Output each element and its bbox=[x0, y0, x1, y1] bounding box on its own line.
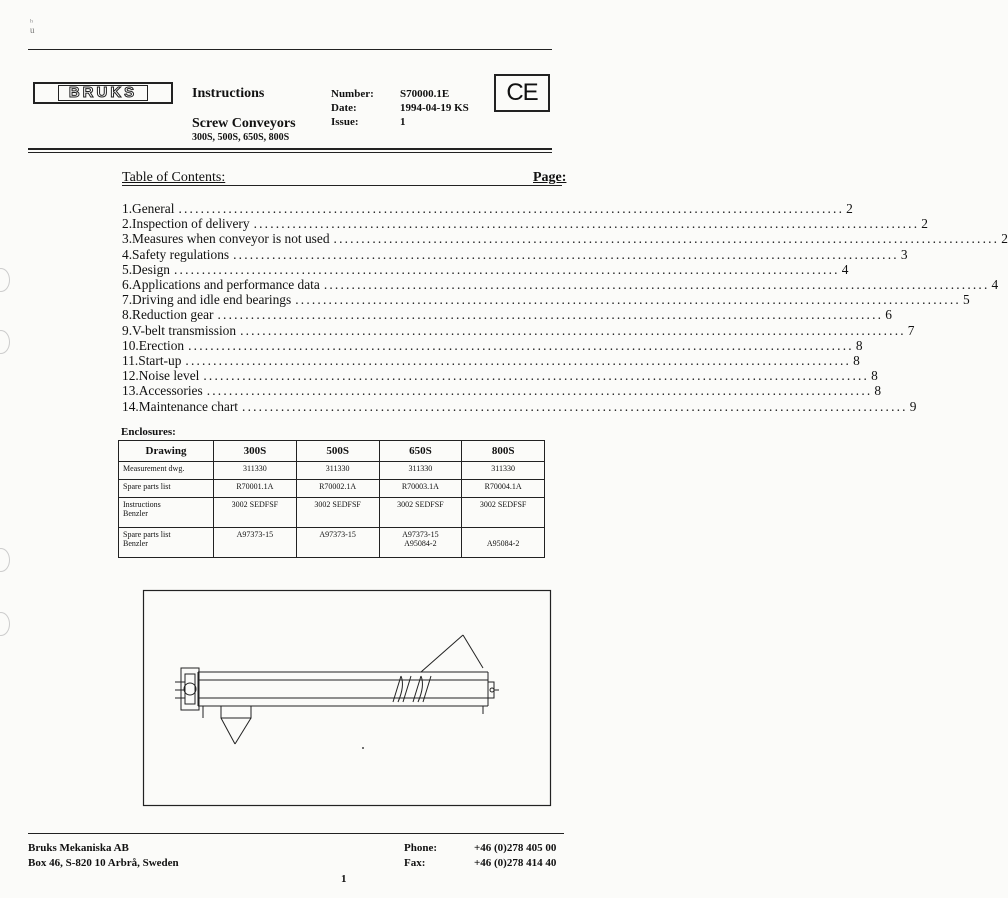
enclosures-row bbox=[119, 462, 545, 480]
toc-item bbox=[122, 216, 928, 232]
toc-item-number: 3. bbox=[122, 231, 133, 247]
enclosures-cell: 311330 bbox=[214, 462, 297, 480]
toc-item-page: 8 bbox=[853, 353, 860, 368]
toc-item-title: Noise level bbox=[138, 368, 200, 384]
toc-item-leader: ........................................................................................................................ bbox=[240, 322, 906, 338]
toc-item-leader: ........................................................................................................................ bbox=[323, 277, 990, 292]
toc-item-leader: ........................................................................................................................ bbox=[242, 398, 908, 414]
toc-item-title: Measures when conveyor is not used bbox=[132, 231, 330, 247]
toc-item-page: 6 bbox=[885, 307, 892, 323]
toc-item bbox=[122, 261, 849, 277]
enclosures-row bbox=[119, 528, 545, 558]
toc-page-heading: Page: bbox=[533, 170, 567, 185]
punch-hole-2 bbox=[0, 330, 10, 354]
toc-item-title: Start-up bbox=[138, 353, 182, 368]
header-bottom-rule-1 bbox=[28, 148, 552, 150]
toc-item bbox=[122, 368, 878, 384]
conveyor-drawing bbox=[143, 590, 551, 806]
toc-item-title: Inspection of delivery bbox=[132, 216, 250, 232]
fax-value: +46 (0)278 414 40 bbox=[474, 857, 557, 869]
toc-item bbox=[122, 201, 853, 216]
toc-item-leader: ........................................................................................................................ bbox=[188, 337, 854, 353]
toc-item bbox=[122, 398, 917, 414]
toc-item-page: 9 bbox=[909, 398, 917, 414]
toc-item-page: 4 bbox=[841, 261, 849, 277]
toc-item-number: 2. bbox=[122, 216, 133, 232]
toc-item bbox=[122, 231, 1008, 247]
enclosures-row-label: Instructions Benzler bbox=[119, 498, 214, 528]
toc-item-leader: ........................................................................................................................ bbox=[203, 368, 870, 384]
company-address: Box 46, S-820 10 Arbrå, Sweden bbox=[28, 857, 179, 869]
toc-item-number: 13. bbox=[122, 383, 139, 399]
toc-item-page: 3 bbox=[900, 246, 908, 262]
toc-item-page: 2 bbox=[846, 201, 853, 216]
enclosures-cell: R70003.1A bbox=[379, 480, 462, 498]
toc-item bbox=[122, 322, 915, 338]
col-header-800s: 800S bbox=[462, 441, 545, 462]
toc-item bbox=[122, 383, 882, 399]
enclosures-cell: 311330 bbox=[379, 462, 462, 480]
enclosures-cell: R70004.1A bbox=[462, 480, 545, 498]
company-name: Bruks Mekaniska AB bbox=[28, 842, 129, 854]
toc-item bbox=[122, 353, 860, 368]
toc-item-title: Reduction gear bbox=[132, 307, 214, 323]
toc-item-leader: ........................................................................................................................ bbox=[233, 246, 899, 262]
enclosures-row-label: Measurement dwg. bbox=[119, 462, 214, 480]
phone-label: Phone: bbox=[404, 842, 437, 854]
enclosures-cell: A97373-15 A95084-2 bbox=[379, 528, 462, 558]
toc-item-leader: ........................................................................................................................ bbox=[333, 231, 1000, 247]
phone-value: +46 (0)278 405 00 bbox=[474, 842, 557, 854]
punch-hole-1 bbox=[0, 268, 10, 292]
enclosures-cell: R70001.1A bbox=[214, 480, 297, 498]
issue-value: 1 bbox=[400, 116, 406, 128]
toc-item-page: 7 bbox=[907, 322, 915, 338]
enclosures-row bbox=[119, 498, 545, 528]
header-top-rule bbox=[28, 49, 552, 50]
toc-item-number: 8. bbox=[122, 307, 133, 323]
toc-item-page: 2 bbox=[1001, 231, 1008, 247]
toc-heading: Table of Contents: bbox=[122, 170, 226, 185]
toc-item-title: Maintenance chart bbox=[138, 398, 239, 414]
toc-item-title: Design bbox=[132, 261, 170, 277]
col-header-650s: 650S bbox=[379, 441, 462, 462]
ce-mark bbox=[494, 74, 550, 112]
doc-subtitle: Screw Conveyors bbox=[192, 116, 296, 131]
toc-item bbox=[122, 246, 908, 262]
doc-title: Instructions bbox=[192, 86, 265, 101]
date-label: Date: bbox=[331, 102, 357, 114]
toc-item-leader: ........................................................................................................................ bbox=[206, 383, 873, 399]
fax-label: Fax: bbox=[404, 857, 426, 869]
enclosures-cell: A95084-2 bbox=[462, 528, 545, 558]
col-header-drawing: Drawing bbox=[119, 441, 214, 462]
toc-item-leader: ........................................................................................................................ bbox=[217, 307, 884, 323]
ce-mark-text: CE bbox=[506, 79, 538, 106]
toc-item bbox=[122, 307, 892, 323]
toc-item-title: Applications and performance data bbox=[132, 277, 320, 292]
punch-hole-4 bbox=[0, 612, 10, 636]
toc-item-title: Driving and idle end bearings bbox=[132, 292, 292, 308]
enclosures-cell: 3002 SEDFSF bbox=[214, 498, 297, 528]
header-bottom-rule-2 bbox=[28, 152, 552, 153]
enclosures-row-label: Spare parts list bbox=[119, 480, 214, 498]
logo-text: BRUKS bbox=[58, 85, 148, 101]
toc-item-title: V-belt transmission bbox=[132, 322, 237, 338]
toc-item-title: Accessories bbox=[138, 383, 203, 399]
enclosures-cell: 311330 bbox=[462, 462, 545, 480]
enclosures-row-label: Spare parts list Benzler bbox=[119, 528, 214, 558]
toc-heading-rule bbox=[122, 185, 562, 186]
toc-item-number: 7. bbox=[122, 292, 133, 308]
toc-item-title: General bbox=[132, 201, 175, 216]
enclosures-header-row bbox=[119, 441, 545, 462]
toc-item-leader: ........................................................................................................................ bbox=[173, 261, 840, 277]
doc-models: 300S, 500S, 650S, 800S bbox=[192, 132, 290, 143]
enclosures-cell: 311330 bbox=[296, 462, 379, 480]
toc-item-number: 14. bbox=[122, 398, 139, 414]
company-logo bbox=[33, 82, 173, 104]
toc-item-leader: ........................................................................................................................ bbox=[253, 216, 920, 232]
enclosures-cell: A97373-15 bbox=[214, 528, 297, 558]
toc-item-number: 9. bbox=[122, 322, 133, 338]
toc-item-page: 5 bbox=[962, 292, 970, 308]
toc-item-page: 8 bbox=[855, 337, 863, 353]
toc-item bbox=[122, 277, 999, 292]
toc-item-number: 10. bbox=[122, 337, 139, 353]
scan-corner-mark: ʰ u bbox=[30, 17, 35, 35]
toc-item-title: Safety regulations bbox=[132, 246, 230, 262]
col-header-500s: 500S bbox=[296, 441, 379, 462]
toc-item-number: 5. bbox=[122, 261, 133, 277]
toc-item-page: 8 bbox=[871, 368, 878, 384]
toc-item-page: 8 bbox=[874, 383, 882, 399]
toc-item-page: 2 bbox=[921, 216, 928, 232]
toc-item-number: 11. bbox=[122, 353, 139, 368]
toc-item-number: 4. bbox=[122, 246, 133, 262]
issue-label: Issue: bbox=[331, 116, 359, 128]
enclosures-cell: 3002 SEDFSF bbox=[379, 498, 462, 528]
toc-item-title: Erection bbox=[138, 337, 185, 353]
punch-hole-3 bbox=[0, 548, 10, 572]
toc-item-leader: ........................................................................................................................ bbox=[178, 201, 845, 216]
enclosures-cell: A97373-15 bbox=[296, 528, 379, 558]
number-label: Number: bbox=[331, 88, 374, 100]
page-number: 1 bbox=[341, 873, 347, 885]
enclosures-cell: 3002 SEDFSF bbox=[296, 498, 379, 528]
toc-item bbox=[122, 337, 863, 353]
toc-item-page: 4 bbox=[991, 277, 999, 292]
col-header-300s: 300S bbox=[214, 441, 297, 462]
enclosures-table bbox=[118, 440, 545, 558]
toc-item-number: 12. bbox=[122, 368, 139, 384]
enclosures-row bbox=[119, 480, 545, 498]
toc-item-leader: ........................................................................................................................ bbox=[295, 292, 961, 308]
number-value: S70000.1E bbox=[400, 88, 450, 100]
toc-item-number: 1. bbox=[122, 201, 133, 216]
enclosures-heading: Enclosures: bbox=[121, 426, 176, 438]
footer-rule bbox=[28, 833, 564, 834]
toc-item-number: 6. bbox=[122, 277, 133, 292]
toc-item bbox=[122, 292, 970, 308]
toc-item-leader: ........................................................................................................................ bbox=[185, 353, 852, 368]
enclosures-cell: 3002 SEDFSF bbox=[462, 498, 545, 528]
date-value: 1994-04-19 KS bbox=[400, 102, 469, 114]
enclosures-cell: R70002.1A bbox=[296, 480, 379, 498]
